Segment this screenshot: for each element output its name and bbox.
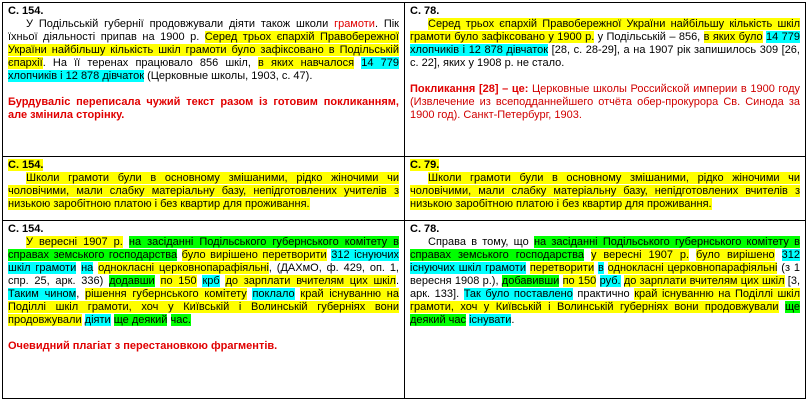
- cell-text: Школи грамоти були в основному змішаними, рідко жіночими чи чоловічими, мали слабку матеріальну базу, непідготовлених учителів з низькою заробітною платою і без квартир для проживання.: [8, 172, 399, 210]
- page-ref: С. 154.: [8, 223, 44, 235]
- table-row: [3, 221, 806, 399]
- cell-text: Серед трьох єпархій Правобережної України найбільшу кількість шкіл грамоти було зафіксовано у 1900 р. у Подільській – 856, в яких було 14 779 хлопчиків і 12 878 дівчаток [28, с. 28-29], а на 1907 рік запишилось 309 [26, с. 22], яких у 1908 р. не стало.: [410, 18, 800, 69]
- source-cell-right: [405, 3, 806, 157]
- table-row: [3, 157, 806, 221]
- plagiarism-note: Бурдуваліс переписала чужий текст разом із готовим покликанням, але змінила сторінку.: [8, 96, 399, 121]
- source-cell-left: [3, 221, 405, 399]
- page-ref: С. 79.: [410, 159, 440, 171]
- cell-text: У Подільській губернії продовжували діяти також школи грамоти. Пік їхньої діяльності припав на 1900 р. Серед трьох єпархій Правобережної України найбільшу кількість шкіл грамоти було зафіксовано в Подільській єпархії. На її теренах працювало 856 шкіл, в яких навчалося 14 779 хлопчиків і 12 878 дівчаток (Церковные школы, 1903, с. 47).: [8, 18, 399, 82]
- source-cell-left: [3, 3, 405, 157]
- cell-text: Справа в тому, що на засіданні Подільського губернського комітету в справах земського господарства у вересні 1907 р. було вирішено 312 існуючих шкіл грамоти перетворити в однокласні церковнопарафіяльні (з 1 вересня 1908 р.), добавивши по 150 руб. до зарплати вчителям цих шкіл [3, арк. 133]. Так було поставлено практично край існуванню на Поділлі шкіл грамоти, хоч у Київській і Волинській губерніях вони продовжували ще деякий час існувати.: [410, 236, 801, 326]
- page-ref: С. 154.: [8, 159, 44, 171]
- page-ref: С. 78.: [410, 5, 440, 17]
- comparison-table: [2, 2, 806, 399]
- page-ref: С. 78.: [410, 223, 440, 235]
- cell-text: У вересні 1907 р. на засіданні Подільського губернського комітету в справах земського господарства було вирішено перетворити 312 існуючих шкіл грамоти на однокласні церковнопарафіяльні, (ДАХмО, ф. 429, оп. 1, спр. 25, арк. 336) додавши по 150 крб до зарплати вчителям цих шкіл. Таким чином, рішення губернського комітету поклало край існуванню на Поділлі шкіл грамоти, хоч у Київській і Волинській губерніях вони продовжували діяти ще деякий час.: [8, 236, 400, 326]
- source-cell-right: [405, 221, 806, 399]
- cell-text: Школи грамоти були в основному змішаними, рідко жіночими чи чоловічими, мали слабку матеріальну базу, непідготовлених вчителів з низькою заробітною платою і без квартир для проживання.: [410, 172, 800, 210]
- source-cell-left: [3, 157, 405, 221]
- source-cell-right: [405, 157, 806, 221]
- page-ref: С. 154.: [8, 5, 44, 17]
- citation-note: Покликання [28] – це: Церковные школы Российской империи в 1900 году (Извлечение из всеподданнейшего отчёта обер-прокурора Св. Синода за 1900 год). Санкт-Петербург, 1903.: [410, 83, 800, 121]
- plagiarism-note: Очевидний плагіат з перестановкою фрагментів.: [8, 340, 278, 352]
- table-row: [3, 3, 806, 157]
